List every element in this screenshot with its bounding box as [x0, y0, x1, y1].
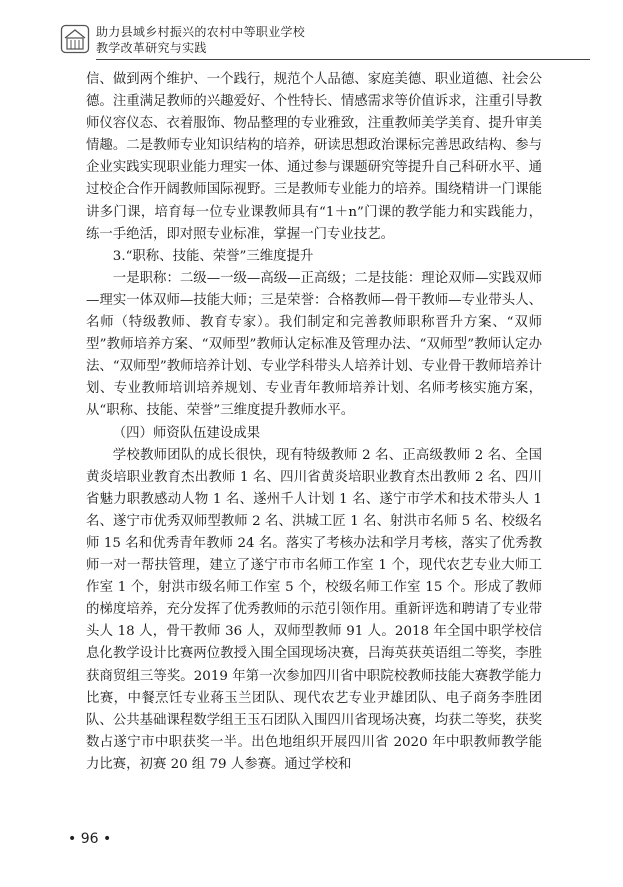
school-building-icon: [60, 24, 90, 54]
section-heading: （四）师资队伍建设成果: [112, 425, 261, 441]
body-paragraph-3: 学校教师团队的成长很快，现有特级教师 2 名、正高级教师 2 名、全国黄炎培职业教育杰出教师 1 名、四川省黄炎培职业教育杰出教师 2 名、四川省魅力职教感动人物 1 名、遂州千人计划 1 名、遂宁市学术和技术带头人 1 名、遂宁市优秀双师型教师 2 名、洪城工匠 1 名、射洪市名师 5 名、校级名师 15 名和优秀青年教师 24 名。落实了考核办法和学月考核，落实了优秀教师一对一帮扶管理，建立了遂宁市市名师工作室 1 个，现代农艺专业大师工作室 1 个，射洪市级名师工作室 5 个，校级名师工作室 15 个。形成了教师的梯度培养，充分发挥了优秀教师的示范引领作用。重新评选和聘请了专业带头人 18 人，骨干教师 36 人，双师型教师 91 人。2018 年全国中职学校信息化教学设计比赛两位教授入围全国现场决赛，吕海英获英语组二等奖，李胜获商贸组三等奖。2019 年第一次参加四川省中职院校教师技能大赛教学能力比赛，中餐烹饪专业蒋玉兰团队、现代农艺专业尹雄团队、电子商务李胜团队、公共基础课程数学组王玉石团队入围四川省现场决赛，均获二等奖，获奖数占遂宁市中职获奖一半。出色地组织开展四川省 2020 年中职教师教学能力比赛，初赛 20 组 79 人参赛。通过学校和: [86, 447, 542, 772]
running-header: [60, 22, 590, 58]
page-number: • 96 •: [68, 831, 112, 847]
body-paragraph-2: 一是职称：二级—一级—高级—正高级；二是技能：理论双师—实践双师—理实一体双师—技能大师；三是荣誉：合格教师—骨干教师—专业带头人、名师（特级教师、教育专家）。我们制定和完善教师职称晋升方案、“双师型”教师培养方案、“双师型”教师认定标准及管理办法、“双师型”教师认定办法、“双师型”教师培养计划、专业学科带头人培养计划、专业骨干教师培养计划、专业教师培训培养规划、专业青年教师培养计划、名师考核实施方案，从“职称、技能、荣誉”三维度提升教师水平。: [86, 270, 542, 419]
book-title-line-2: 教学改革研究与实践: [96, 41, 207, 55]
book-title: [96, 24, 305, 56]
book-title-line-1: 助力县域乡村振兴的农村中等职业学校: [96, 25, 306, 39]
page-body: [86, 69, 542, 776]
body-paragraph-1: 信、做到两个维护、一个践行，规范个人品德、家庭美德、职业道德、社会公德。注重满足教师的兴趣爱好、个性特长、情感需求等价值诉求，注重引导教师仪容仪态、衣着服饰、物品整理的专业雅致，注重教师美学美育、提升审美情趣。二是教师专业知识结构的培养，研读思想政治课标完善思政结构、参与企业实践实现职业能力理实一体、通过参与课题研究等提升自己科研水平、通过校企合作开阔教师国际视野。三是教师专业能力的培养。围绕精讲一门课能讲多门课，培育每一位专业课教师具有“1＋n”门课的教学能力和实践能力，练一手绝活，即对照专业标准，掌握一门专业技艺。: [86, 72, 542, 242]
header-rule: [96, 59, 590, 60]
subsection-heading: 3.“职称、技能、荣誉”三维度提升: [112, 248, 314, 264]
